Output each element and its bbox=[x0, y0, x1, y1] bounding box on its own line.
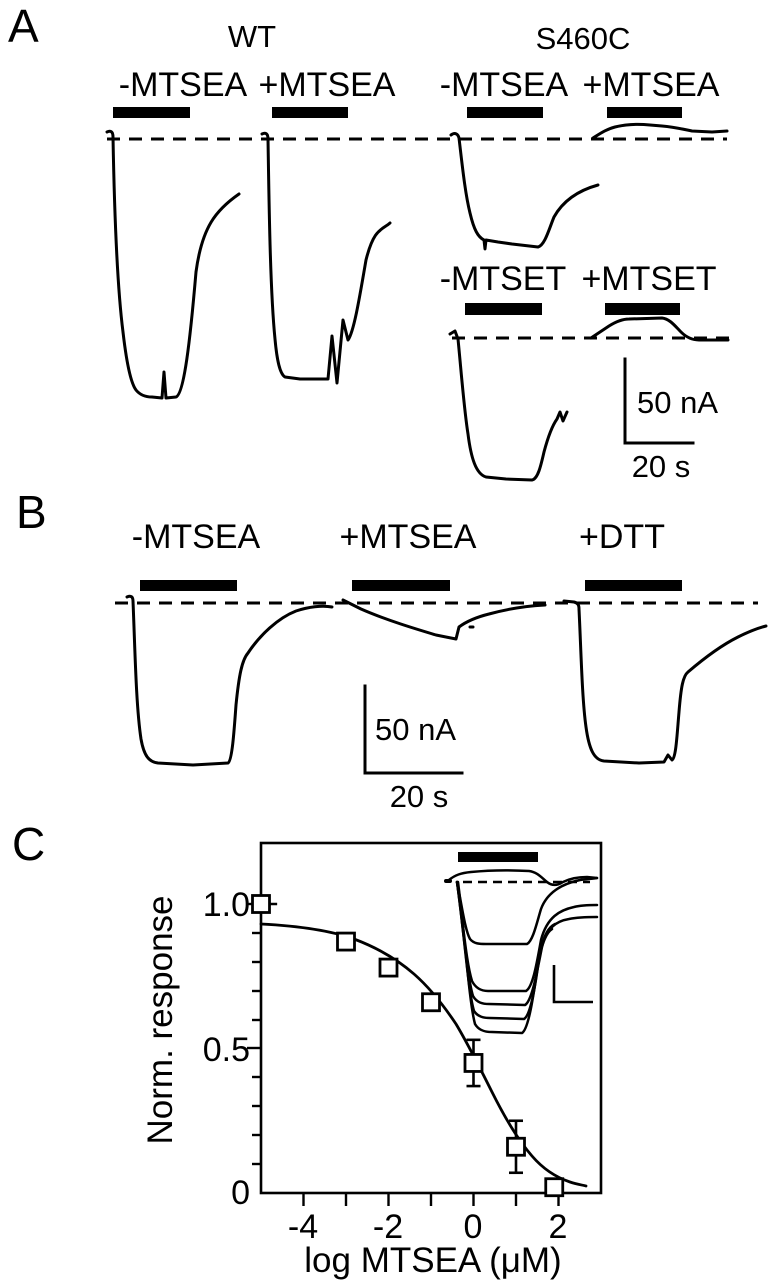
x-tick-label-m4: -4 bbox=[287, 1208, 319, 1246]
x-tick-label-m2: -2 bbox=[372, 1208, 404, 1246]
inset-scale-bar bbox=[554, 965, 593, 1002]
x-tick-label-0: 0 bbox=[463, 1208, 483, 1246]
data-point-square bbox=[465, 1054, 482, 1071]
current-trace-b-minus-mtsea bbox=[127, 596, 332, 765]
data-point-square bbox=[508, 1138, 525, 1155]
s460c-minus-mtsea-label: -MTSEA bbox=[439, 66, 569, 104]
current-trace-s460c-plus-mtsea bbox=[593, 124, 727, 138]
y-axis-label: Norm. response bbox=[141, 895, 180, 1145]
data-point-square bbox=[338, 933, 355, 950]
application-bar bbox=[607, 107, 682, 118]
application-bar bbox=[272, 107, 348, 118]
data-point-square bbox=[423, 994, 440, 1011]
b-minus-mtsea-label: -MTSEA bbox=[131, 518, 261, 556]
data-points-group bbox=[253, 896, 563, 1196]
scale-bar-current-label-a: 50 nA bbox=[637, 385, 719, 420]
scale-bar-time-label-b: 20 s bbox=[389, 779, 449, 814]
current-trace-wt-minus-mtsea bbox=[107, 131, 239, 398]
data-point-square bbox=[380, 959, 397, 976]
wt-title: WT bbox=[227, 19, 277, 54]
scale-bar-time-label-a: 20 s bbox=[631, 449, 691, 484]
application-bar bbox=[352, 580, 450, 591]
application-bar bbox=[113, 107, 190, 118]
y-tick-label-1: 1.0 bbox=[202, 886, 250, 924]
b-plus-mtsea-label: +MTSEA bbox=[339, 518, 477, 556]
s460c-plus-mtset-label: +MTSET bbox=[581, 260, 717, 298]
panel-a-letter: A bbox=[8, 0, 39, 52]
y-tick-label-0: 0 bbox=[231, 1174, 250, 1212]
inset-trace-1 bbox=[457, 878, 597, 944]
s460c-title: S460C bbox=[535, 21, 631, 56]
panel-c-letter: C bbox=[12, 818, 46, 870]
application-bar bbox=[605, 303, 680, 315]
x-tick-label-2: 2 bbox=[548, 1208, 568, 1246]
application-bar bbox=[140, 580, 237, 591]
wt-plus-mtsea-label: +MTSEA bbox=[258, 66, 396, 104]
panel-c bbox=[12, 818, 601, 1280]
application-bar bbox=[585, 580, 682, 591]
data-point-square bbox=[253, 896, 270, 913]
current-trace-wt-plus-mtsea bbox=[262, 133, 390, 383]
x-axis-ticks bbox=[304, 1193, 559, 1206]
data-point-square bbox=[546, 1179, 563, 1196]
application-bar bbox=[465, 303, 542, 315]
inset-trace-5 bbox=[458, 882, 552, 1033]
panel-b bbox=[16, 486, 766, 814]
current-trace-b-plus-dtt bbox=[564, 601, 766, 763]
s460c-minus-mtset-label: -MTSET bbox=[439, 260, 567, 298]
current-trace-s460c-minus-mtset bbox=[450, 331, 567, 480]
application-bar bbox=[458, 852, 538, 862]
s460c-plus-mtsea-label: +MTSEA bbox=[582, 66, 720, 104]
panel-b-letter: B bbox=[16, 486, 47, 538]
scale-bar-current-label-b: 50 nA bbox=[375, 712, 457, 747]
x-axis-label: log MTSEA (μM) bbox=[304, 1241, 562, 1280]
panel-c-inset bbox=[446, 852, 597, 1033]
application-bar bbox=[467, 107, 543, 118]
y-tick-label-05: 0.5 bbox=[202, 1031, 250, 1069]
b-plus-dtt-label: +DTT bbox=[579, 518, 665, 556]
wt-minus-mtsea-label: -MTSEA bbox=[118, 66, 248, 104]
current-trace-s460c-minus-mtsea bbox=[451, 134, 598, 249]
inset-trace-2 bbox=[457, 882, 597, 991]
current-trace-b-plus-mtsea bbox=[343, 600, 545, 639]
panel-a bbox=[8, 0, 730, 484]
